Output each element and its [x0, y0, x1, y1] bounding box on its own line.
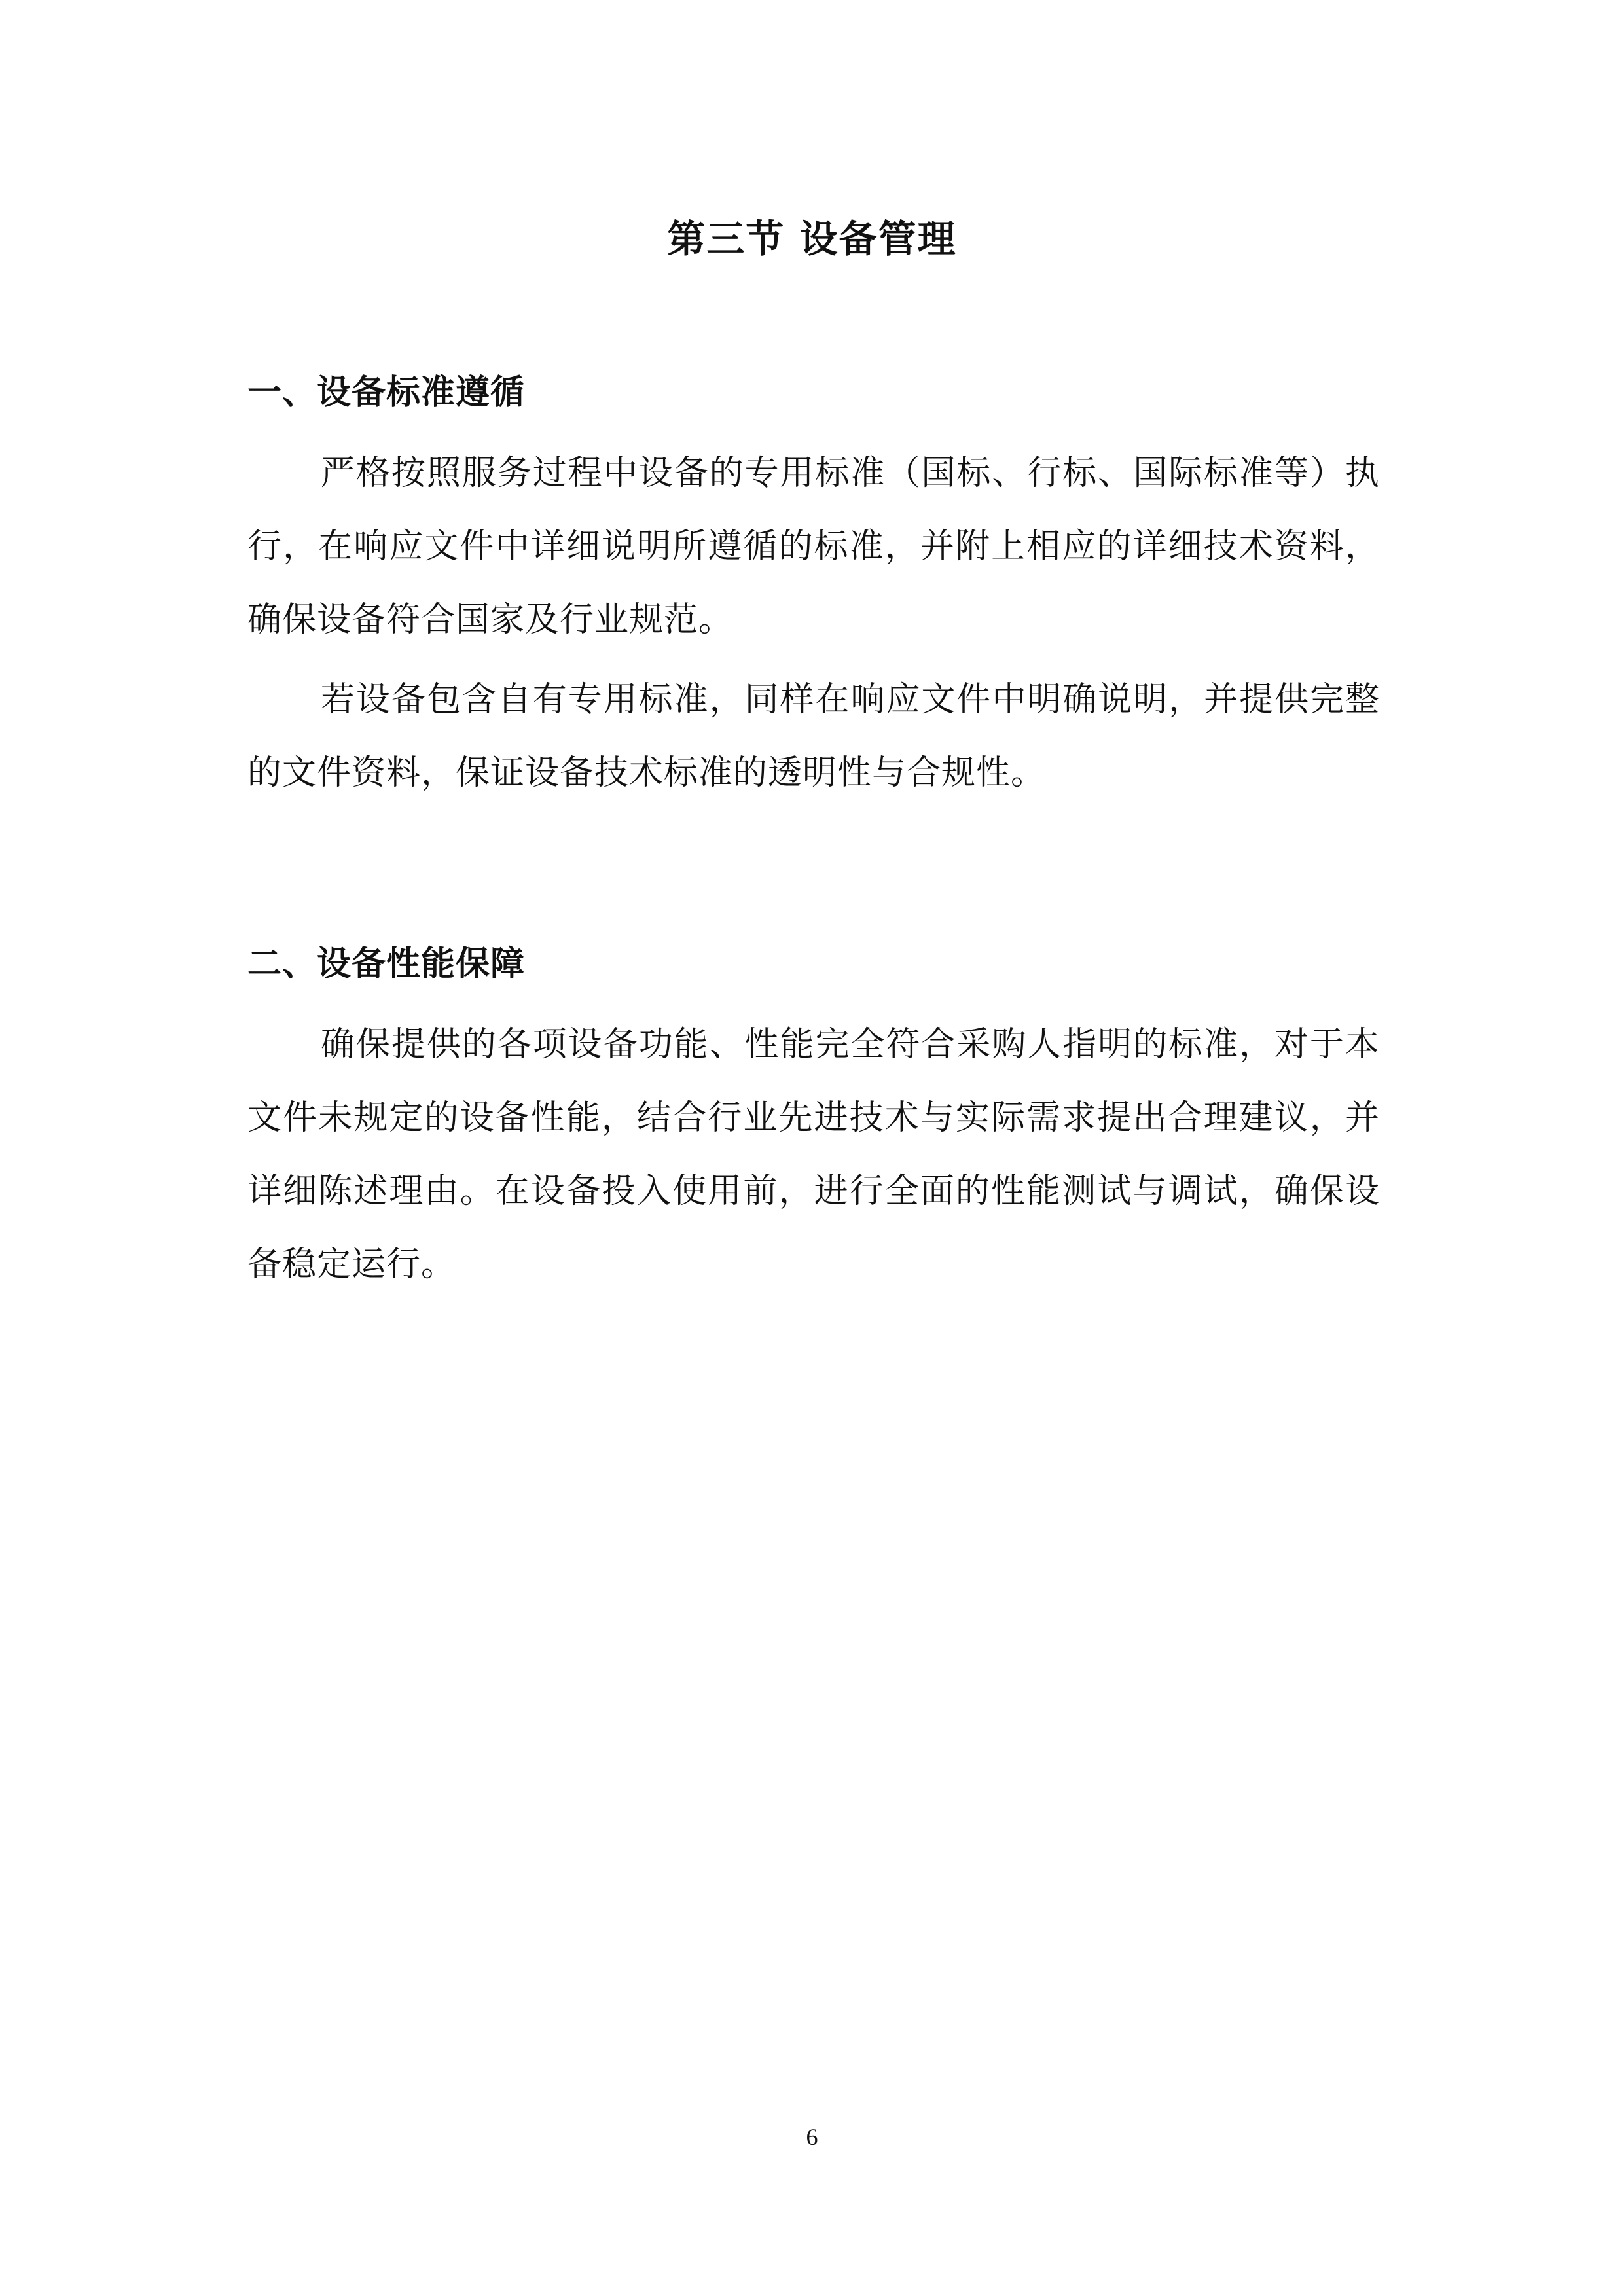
section-heading: 二、设备性能保障: [247, 944, 526, 984]
page-title: 第三节 设备管理: [667, 217, 957, 261]
body-paragraph: 严格按照服务过程中设备的专用标准（国标、行标、国际标准等）执行，在响应文件中详细说明所遵循的标准，并附上相应的详细技术资料，确保设备符合国家及行业规范。: [247, 454, 1380, 639]
section-heading: 一、设备标准遵循: [247, 372, 526, 412]
page-number: 6: [806, 2124, 818, 2150]
body-paragraph: 若设备包含自有专用标准，同样在响应文件中明确说明，并提供完整的文件资料，保证设备技术标准的透明性与合规性。: [247, 680, 1380, 793]
body-paragraph: 确保提供的各项设备功能、性能完全符合采购人指明的标准，对于本文件未规定的设备性能，结合行业先进技术与实际需求提出合理建议，并详细陈述理由。在设备投入使用前，进行全面的性能测试与调试，确保设备稳定运行。: [247, 1025, 1380, 1284]
section-equipment-standards: [247, 363, 1380, 816]
section-equipment-performance: [247, 935, 1380, 1308]
